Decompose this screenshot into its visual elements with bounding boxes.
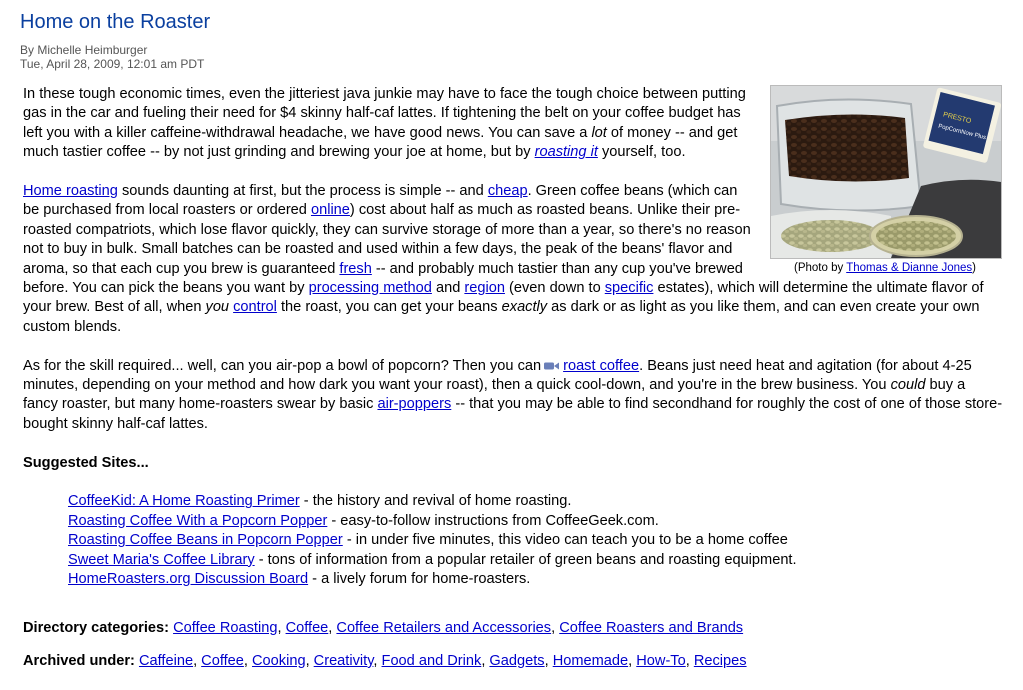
fresh-link[interactable]: fresh [339, 260, 372, 277]
directory-categories: Directory categories: Coffee Roasting, Coffee, Coffee Retailers and Accessories, Coffee Roasters and Brands [23, 619, 744, 636]
byline [20, 43, 204, 71]
archive-tag-link[interactable]: Caffeine [138, 652, 194, 669]
archive-tag-link[interactable]: Recipes [693, 652, 747, 669]
region-link[interactable]: region [464, 280, 505, 297]
list-item: Roasting Coffee With a Popcorn Popper - easy-to-follow instructions from CoffeeGeek.com. [68, 512, 659, 529]
publish-date: Tue, April 28, 2009, 12:01 am PDT [20, 57, 205, 71]
photographer-link[interactable]: Thomas & Dianne Jones [846, 262, 973, 274]
coffee-beans-image [771, 86, 1001, 258]
archive-tag-link[interactable]: Cooking [252, 652, 306, 669]
svg-text:PRESTO: PRESTO [942, 111, 972, 126]
suggested-sites-list [68, 492, 1003, 589]
suggested-site-link[interactable]: CoffeeKid: A Home Roasting Primer [68, 493, 300, 510]
home-roasting-link[interactable]: Home roasting [23, 183, 118, 200]
roast-coffee-link[interactable]: roast coffee [563, 357, 640, 374]
list-item: Sweet Maria's Coffee Library - tons of information from a popular retailer of green beans and roasting equipment. [68, 551, 797, 568]
paragraph-intro: In these tough economic times, even the jitteriest java junkie may have to face the tough choice between putting gas in the car and fueling their need for $4 skinny half-caf lattes. If tightening the belt on your coffee budget has left you with a killer caffeine-withdrawal headache, we have good news. You can save a lot of money -- and get much tastier coffee -- by not just grinding and brewing your joe at home, but by roasting it yourself, too. [23, 86, 746, 161]
suggested-sites-heading: Suggested Sites... [23, 454, 149, 471]
suggested-site-link[interactable]: HomeRoasters.org Discussion Board [68, 571, 309, 588]
directory-category-link[interactable]: Coffee Roasting [173, 619, 278, 636]
video-camera-icon [544, 361, 559, 371]
archive-tag-link[interactable]: Homemade [552, 652, 629, 669]
photo-figure [767, 85, 1003, 275]
online-link[interactable]: online [310, 202, 350, 219]
list-item: Roasting Coffee Beans in Popcorn Popper - in under five minutes, this video can teach you to be a home coffee [68, 532, 788, 549]
svg-text:PopCornNow Plus: PopCornNow Plus [937, 123, 987, 142]
roasting-it-link[interactable]: roasting it [534, 144, 598, 161]
cheap-link[interactable]: cheap [487, 183, 528, 200]
suggested-site-link[interactable]: Roasting Coffee With a Popcorn Popper [68, 512, 328, 529]
archive-tag-link[interactable]: Food and Drink [381, 652, 482, 669]
directory-category-link[interactable]: Coffee [285, 619, 329, 636]
archive-tag-link[interactable]: Coffee [201, 652, 244, 669]
article-body [23, 85, 1003, 685]
archived-under-label: Archived under: [23, 652, 135, 669]
list-item: CoffeeKid: A Home Roasting Primer - the history and revival of home roasting. [68, 493, 572, 510]
list-item: HomeRoasters.org Discussion Board - a lively forum for home-roasters. [68, 571, 531, 588]
coffee-beans-photo [770, 85, 1002, 259]
suggested-site-link[interactable]: Roasting Coffee Beans in Popcorn Popper [68, 532, 343, 549]
control-link[interactable]: control [233, 299, 277, 316]
archive-tag-link[interactable]: Creativity [313, 652, 374, 669]
processing-method-link[interactable]: processing method [308, 280, 432, 297]
archive-tag-link[interactable]: How-To [636, 652, 686, 669]
air-poppers-link[interactable]: air-poppers [377, 396, 452, 413]
photo-credit: (Photo by Thomas & Dianne Jones) [794, 262, 976, 274]
suggested-site-link[interactable]: Sweet Maria's Coffee Library [68, 551, 255, 568]
directory-categories-label: Directory categories: [23, 619, 169, 636]
author: By Michelle Heimburger [20, 43, 148, 57]
archived-under: Archived under: Caffeine, Coffee, Cooking, Creativity, Food and Drink, Gadgets, Homemade, How-To, Recipes [23, 652, 747, 669]
article-title: Home on the Roaster [20, 11, 211, 33]
archive-tag-link[interactable]: Gadgets [489, 652, 545, 669]
directory-category-link[interactable]: Coffee Retailers and Accessories [336, 619, 552, 636]
directory-category-link[interactable]: Coffee Roasters and Brands [559, 619, 744, 636]
paragraph-skill: As for the skill required... well, can you air-pop a bowl of popcorn? Then you can roast coffee. Beans just need heat and agitation (for about 4-25 minutes, depending on your method and how dark you want your roast), then a quick cool-down, and you're in the brew business. You could buy a fancy roaster, but many home-roasters swear by basic air-poppers -- that you may be able to find secondhand for roughly the cost of one of those store-bought skinny half-caf lattes. [23, 357, 1003, 432]
specific-link[interactable]: specific [604, 280, 654, 297]
paragraph-home-roasting: Home roasting sounds daunting at first, but the process is simple -- and cheap. Green coffee beans (which can be purchased from local roasters or ordered online) cost about half as much as roasted beans. Unlike their pre-roasted compatriots, which lose flavor quickly, they can survive storage of more than a year, so there's no reason not to buy in bulk. Small batches can be roasted and used within a few days, the peak of the beans' flavor and aroma, so that each cup you brew is guaranteed fresh -- and probably much tastier than any cup you've brewed before. You can pick the beans you want by processing method and region (even down to specific estates), which will determine the ultimate flavor of your brew. Best of all, when you control the roast, you can get your beans exactly as dark or as light as you like them, and can even create your own custom blends. [23, 183, 984, 335]
